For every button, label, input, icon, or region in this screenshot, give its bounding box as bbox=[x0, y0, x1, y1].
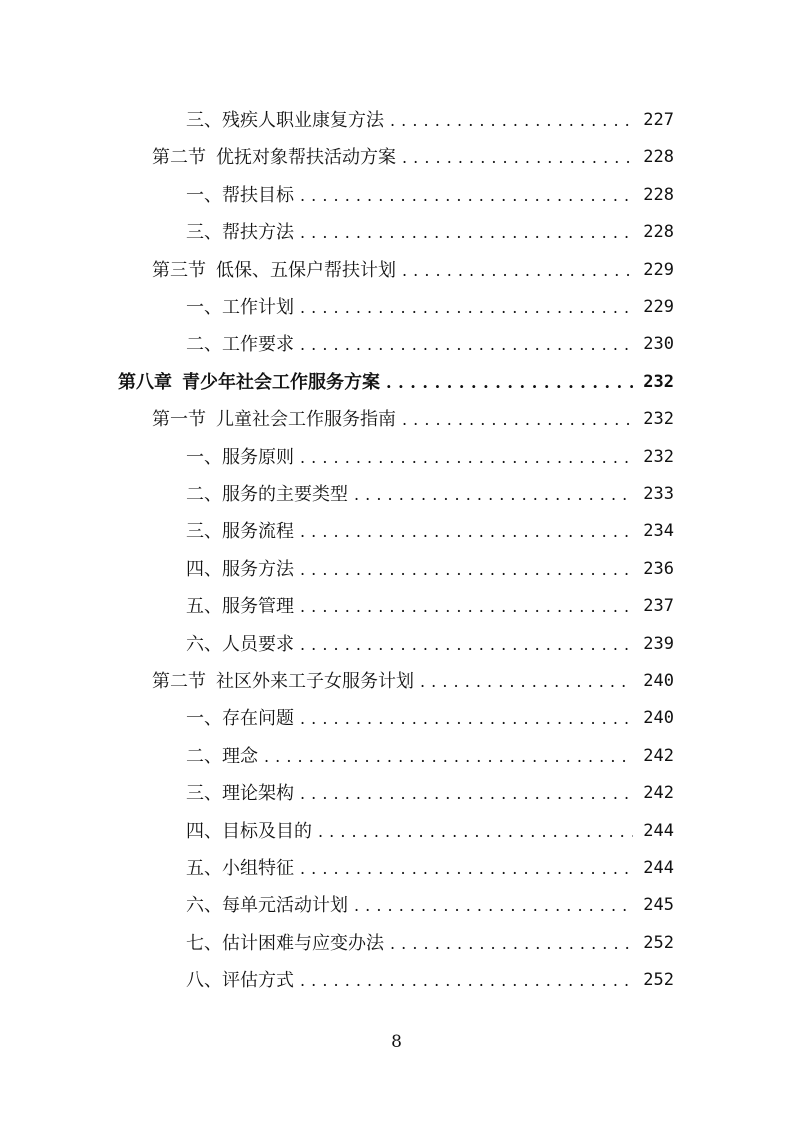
toc-entry[interactable] bbox=[186, 962, 674, 999]
dot-leader bbox=[318, 813, 633, 850]
toc-entry[interactable] bbox=[118, 364, 674, 401]
toc-entry-page: 244 bbox=[643, 858, 674, 878]
toc-entry-title: 帮扶目标 bbox=[222, 184, 294, 206]
toc-entry[interactable] bbox=[186, 102, 674, 139]
dot-leader bbox=[390, 102, 633, 139]
toc-entry-page: 228 bbox=[643, 222, 674, 243]
toc-entry-title: 帮扶方法 bbox=[222, 222, 294, 244]
toc-entry-title: 优抚对象帮扶活动方案 bbox=[216, 147, 396, 169]
toc-entry-label bbox=[186, 850, 294, 887]
toc-entry-number: 二、 bbox=[186, 484, 222, 505]
toc-entry-title: 低保、五保户帮扶计划 bbox=[216, 259, 396, 281]
toc-entry-title: 小组特征 bbox=[222, 858, 294, 879]
toc-entry-number: 第二节 bbox=[152, 671, 206, 692]
toc-entry[interactable] bbox=[186, 925, 674, 962]
dot-leader bbox=[300, 775, 633, 812]
toc-entry-label bbox=[152, 663, 414, 700]
toc-entry-number: 七、 bbox=[186, 932, 222, 954]
toc-entry[interactable] bbox=[186, 214, 674, 251]
toc-entry-label bbox=[186, 214, 294, 251]
toc-entry-title: 服务原则 bbox=[222, 446, 294, 468]
dot-leader bbox=[300, 850, 633, 887]
toc-entry-title: 儿童社会工作服务指南 bbox=[216, 409, 396, 431]
toc-entry-label bbox=[186, 588, 294, 625]
toc-entry-title: 服务管理 bbox=[222, 596, 294, 618]
toc-entry[interactable] bbox=[186, 588, 674, 625]
dot-leader bbox=[402, 401, 633, 438]
toc-entry-number: 二、 bbox=[186, 334, 222, 356]
toc-entry-number: 第三节 bbox=[152, 259, 206, 281]
toc-entry-label bbox=[186, 925, 384, 962]
dot-leader bbox=[300, 700, 633, 737]
toc-entry-number: 一、 bbox=[186, 297, 222, 318]
toc-entry-title: 存在问题 bbox=[222, 708, 294, 730]
toc-entry-title: 每单元活动计划 bbox=[222, 895, 348, 917]
toc-entry-label bbox=[186, 513, 294, 550]
toc-entry-label bbox=[186, 738, 258, 775]
dot-leader bbox=[300, 214, 633, 251]
dot-leader bbox=[300, 588, 633, 625]
dot-leader bbox=[300, 289, 633, 326]
toc-entry-title: 工作要求 bbox=[222, 334, 294, 356]
toc-entry-page: 236 bbox=[643, 558, 674, 579]
toc-entry-number: 五、 bbox=[186, 596, 222, 618]
toc-entry-page: 242 bbox=[643, 745, 674, 766]
toc-entry[interactable] bbox=[186, 813, 674, 850]
dot-leader bbox=[264, 738, 633, 775]
toc-entry-title: 青少年社会工作服务方案 bbox=[182, 371, 380, 393]
dot-leader bbox=[386, 364, 633, 401]
toc-entry-number: 五、 bbox=[186, 858, 222, 879]
toc-entry[interactable] bbox=[186, 177, 674, 214]
toc-entry-label bbox=[152, 139, 396, 176]
toc-entry-label bbox=[186, 775, 294, 812]
toc-entry-number: 六、 bbox=[186, 895, 222, 917]
dot-leader bbox=[402, 139, 633, 176]
toc-entry-page: 229 bbox=[643, 297, 674, 317]
toc-entry-number: 第八章 bbox=[118, 371, 172, 393]
toc-entry-page: 229 bbox=[643, 259, 674, 280]
toc-entry-page: 234 bbox=[643, 521, 674, 542]
toc-entry-label bbox=[186, 813, 312, 850]
toc-entry[interactable] bbox=[152, 252, 674, 289]
page-number: 8 bbox=[391, 1032, 402, 1052]
toc-entry-title: 残疾人职业康复方法 bbox=[222, 110, 384, 131]
toc-entry-number: 一、 bbox=[186, 708, 222, 730]
dot-leader bbox=[300, 326, 633, 363]
dot-leader bbox=[420, 663, 633, 700]
toc-entry-number: 六、 bbox=[186, 633, 222, 655]
dot-leader bbox=[300, 551, 633, 588]
toc-entry[interactable] bbox=[186, 513, 674, 550]
toc-entry-label bbox=[186, 289, 294, 326]
toc-entry-label bbox=[186, 962, 294, 999]
dot-leader bbox=[300, 626, 633, 663]
dot-leader bbox=[300, 962, 633, 999]
dot-leader bbox=[300, 439, 633, 476]
toc-entry-title: 估计困难与应变办法 bbox=[222, 932, 384, 954]
toc-entry-label bbox=[186, 326, 294, 363]
toc-entry-page: 245 bbox=[643, 895, 674, 916]
toc-entry-page: 242 bbox=[643, 783, 674, 804]
dot-leader bbox=[354, 887, 633, 924]
toc-entry-title: 人员要求 bbox=[222, 633, 294, 655]
toc-entry-number: 一、 bbox=[186, 184, 222, 206]
toc-entry-page: 239 bbox=[643, 633, 674, 654]
toc-entry-number: 八、 bbox=[186, 970, 222, 992]
toc-entry-page: 244 bbox=[643, 820, 674, 841]
toc-entry-page: 237 bbox=[643, 596, 674, 617]
toc-entry-title: 目标及目的 bbox=[222, 820, 312, 842]
toc-entry[interactable] bbox=[186, 700, 674, 737]
toc-entry-label bbox=[186, 476, 348, 513]
toc-entry-page: 232 bbox=[643, 446, 674, 467]
toc-entry-page: 228 bbox=[643, 184, 674, 205]
dot-leader bbox=[354, 476, 633, 513]
toc-entry-label bbox=[186, 887, 348, 924]
toc-entry-label bbox=[152, 401, 396, 438]
toc-entry-number: 三、 bbox=[186, 783, 222, 805]
dot-leader bbox=[300, 177, 633, 214]
toc-entry[interactable] bbox=[152, 401, 674, 438]
toc-entry-label bbox=[186, 177, 294, 214]
toc-entry-label bbox=[186, 700, 294, 737]
toc-entry-label bbox=[186, 551, 294, 588]
toc-entry[interactable] bbox=[186, 289, 674, 326]
toc-entry-title: 服务方法 bbox=[222, 558, 294, 580]
toc-entry[interactable] bbox=[152, 139, 674, 176]
toc-entry-page: 227 bbox=[643, 110, 674, 130]
toc-entry-page: 232 bbox=[643, 409, 674, 430]
dot-leader bbox=[390, 925, 633, 962]
toc-entry-number: 四、 bbox=[186, 820, 222, 842]
toc-entry-title: 理念 bbox=[222, 745, 258, 767]
toc-entry-page: 252 bbox=[643, 932, 674, 953]
toc-entry-title: 社区外来工子女服务计划 bbox=[216, 671, 414, 692]
toc-entry-page: 240 bbox=[643, 671, 674, 691]
toc-entry-page: 233 bbox=[643, 484, 674, 504]
toc-entry[interactable] bbox=[152, 663, 674, 700]
toc-entry[interactable] bbox=[186, 738, 674, 775]
toc-entry-title: 服务流程 bbox=[222, 521, 294, 543]
toc-entry-title: 评估方式 bbox=[222, 970, 294, 992]
toc-entry-page: 228 bbox=[643, 147, 674, 168]
toc-entry[interactable] bbox=[186, 775, 674, 812]
toc-entry[interactable] bbox=[186, 439, 674, 476]
toc-entry-number: 三、 bbox=[186, 521, 222, 543]
toc-entry-page: 252 bbox=[643, 970, 674, 991]
toc-entry-label bbox=[118, 364, 380, 401]
toc-entry-label bbox=[186, 626, 294, 663]
toc-entry-number: 三、 bbox=[186, 222, 222, 244]
dot-leader bbox=[300, 513, 633, 550]
dot-leader bbox=[402, 252, 633, 289]
toc-entry[interactable] bbox=[186, 476, 674, 513]
toc-entry[interactable] bbox=[186, 551, 674, 588]
toc-entry[interactable] bbox=[186, 326, 674, 363]
toc-entry-number: 第二节 bbox=[152, 147, 206, 169]
toc-entry-title: 服务的主要类型 bbox=[222, 484, 348, 505]
toc-entry-page: 230 bbox=[643, 334, 674, 355]
toc-entry[interactable] bbox=[186, 850, 674, 887]
toc-entry-number: 四、 bbox=[186, 558, 222, 580]
toc-entry-label bbox=[186, 439, 294, 476]
toc-entry[interactable] bbox=[186, 626, 674, 663]
toc-entry[interactable] bbox=[186, 887, 674, 924]
toc-entry-number: 二、 bbox=[186, 745, 222, 767]
toc-entry-number: 三、 bbox=[186, 110, 222, 131]
toc-entry-page: 232 bbox=[643, 371, 674, 392]
toc-entry-number: 一、 bbox=[186, 446, 222, 468]
toc-entry-title: 工作计划 bbox=[222, 297, 294, 318]
toc-entry-number: 第一节 bbox=[152, 409, 206, 431]
toc-entry-page: 240 bbox=[643, 708, 674, 729]
toc-entry-label bbox=[186, 102, 384, 139]
toc-entry-title: 理论架构 bbox=[222, 783, 294, 805]
toc-entry-label bbox=[152, 252, 396, 289]
